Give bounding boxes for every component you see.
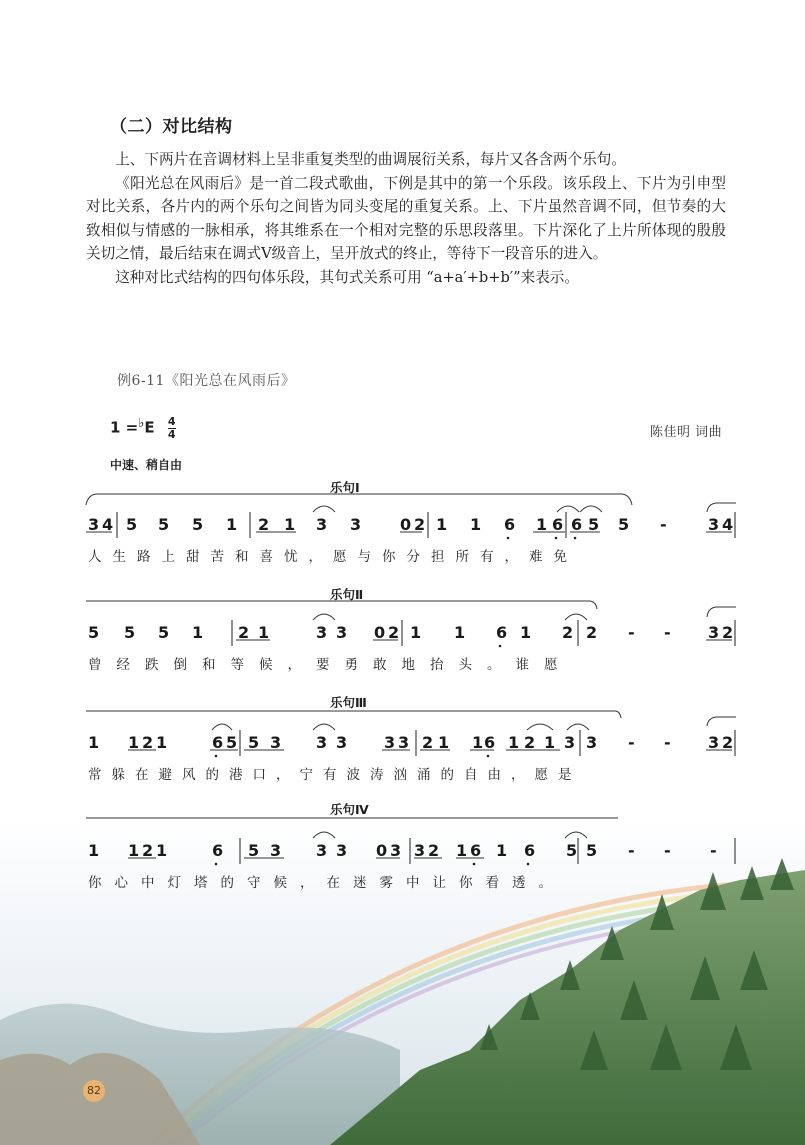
svg-text:1: 1: [128, 733, 140, 752]
svg-text:-: -: [710, 841, 717, 860]
svg-text:-: -: [660, 515, 667, 534]
svg-text:6: 6: [504, 515, 516, 534]
svg-text:1: 1: [536, 515, 548, 534]
svg-text:5: 5: [618, 515, 630, 534]
svg-text:0: 0: [374, 623, 386, 642]
svg-text:2: 2: [258, 515, 270, 534]
section-heading: （二）对比结构: [110, 117, 233, 137]
svg-text:1: 1: [454, 623, 466, 642]
lyric-line-2: 曾经跌倒和等候，要勇敢地抬头。谁愿: [88, 657, 573, 673]
svg-text:2: 2: [414, 515, 426, 534]
svg-text:3: 3: [586, 733, 598, 752]
key-letter: E: [144, 418, 155, 437]
svg-text:5: 5: [248, 841, 260, 860]
phrase-bracket-2: [86, 601, 597, 609]
svg-text:5: 5: [248, 733, 260, 752]
paragraph-1: 上、下两片在音调材料上呈非重复类型的曲调展衍关系，每片又各含两个乐句。: [115, 151, 626, 168]
svg-text:-: -: [664, 623, 671, 642]
svg-text:2: 2: [238, 623, 250, 642]
svg-text:-: -: [664, 841, 671, 860]
svg-text:-: -: [628, 623, 635, 642]
svg-text:2: 2: [428, 841, 440, 860]
paragraph-2: 《阳光总在风雨后》是一首二段式歌曲，下例是其中的第一个乐段。该乐段上、下片为引申型对比关系，各片内的两个乐句之间皆为同头变尾的重复关系。上、下片虽然音调不同，但节奏的大致相似与情感的一脉相承，将其维系在一个相对完整的乐思段落里。下片深化了上片所体现的殷殷关切之情，最后结束在调式Ⅴ级音上，呈开放式的终止，等待下一段音乐的进入。: [86, 174, 726, 263]
lyric-line-4: 你心中灯塔的守候，在迷雾中让你看透。: [88, 875, 565, 891]
phrase-label-4: 乐句Ⅳ: [330, 802, 369, 817]
svg-text:1: 1: [520, 623, 532, 642]
svg-text:6: 6: [524, 841, 536, 860]
svg-text:6: 6: [552, 515, 564, 534]
svg-text:2: 2: [388, 623, 400, 642]
svg-text:0: 0: [376, 841, 388, 860]
svg-text:5: 5: [124, 623, 136, 642]
svg-text:-: -: [628, 733, 635, 752]
svg-text:0: 0: [400, 515, 412, 534]
svg-text:4: 4: [722, 515, 734, 534]
svg-text:1: 1: [470, 515, 482, 534]
notes-row-1: [88, 515, 733, 534]
phrase-label-3: 乐句Ⅲ: [330, 695, 367, 710]
notes-row-4: [88, 841, 717, 860]
svg-text:2: 2: [142, 841, 154, 860]
svg-text:1: 1: [128, 841, 140, 860]
svg-text:1: 1: [156, 733, 168, 752]
svg-text:3: 3: [564, 733, 576, 752]
svg-text:3: 3: [398, 733, 410, 752]
svg-text:3: 3: [350, 515, 362, 534]
page-number: 82: [83, 1080, 105, 1102]
phrase-bracket-3: [86, 711, 621, 718]
composer-credit: 陈佳明 词曲: [650, 425, 723, 440]
lyric-line-3: 常躲在避风的港口，宁有波涛汹涌的自由，愿是: [88, 767, 582, 783]
lyric-line-1: 人生路上甜苦和喜忧，愿与你分担所有，难免: [88, 549, 578, 565]
svg-text:6: 6: [470, 841, 482, 860]
example-caption: 例6-11《阳光总在风雨后》: [117, 373, 296, 389]
svg-text:1: 1: [438, 733, 450, 752]
svg-text:3: 3: [708, 733, 720, 752]
svg-text:2: 2: [142, 733, 154, 752]
svg-text:1: 1: [508, 733, 520, 752]
svg-text:1: 1: [226, 515, 238, 534]
svg-text:2: 2: [722, 733, 734, 752]
svg-text:2: 2: [586, 623, 598, 642]
svg-text:3: 3: [270, 841, 282, 860]
svg-text:5: 5: [226, 733, 238, 752]
svg-text:5: 5: [586, 841, 598, 860]
svg-text:5: 5: [158, 623, 170, 642]
phrase-bracket-1: [86, 494, 632, 505]
svg-text:6: 6: [571, 515, 583, 534]
svg-text:3: 3: [336, 841, 348, 860]
notes-row-2: [88, 623, 733, 642]
tempo-marking: 中速、稍自由: [110, 458, 183, 472]
svg-text:1: 1: [456, 841, 468, 860]
svg-text:6: 6: [484, 733, 496, 752]
svg-text:3: 3: [390, 841, 402, 860]
pickup-bracket-1: [707, 503, 736, 512]
svg-text:3: 3: [414, 841, 426, 860]
svg-text:3: 3: [708, 623, 720, 642]
svg-text:3: 3: [336, 623, 348, 642]
svg-text:2: 2: [562, 623, 574, 642]
paragraph-3: 这种对比式结构的四句体乐段，其句式关系可用 “a+a′+b+b′”来表示。: [115, 268, 579, 286]
svg-text:1: 1: [496, 841, 508, 860]
svg-text:3: 3: [316, 841, 328, 860]
svg-text:3: 3: [336, 733, 348, 752]
svg-text:2: 2: [524, 733, 536, 752]
svg-text:1: 1: [258, 623, 270, 642]
svg-text:5: 5: [588, 515, 600, 534]
svg-text:1: 1: [410, 623, 422, 642]
svg-text:-: -: [628, 841, 635, 860]
svg-text:1: 1: [472, 733, 484, 752]
svg-text:5: 5: [192, 515, 204, 534]
flat-sign: ♭: [138, 415, 145, 431]
svg-text:2: 2: [722, 623, 734, 642]
svg-text:2: 2: [422, 733, 434, 752]
svg-text:3: 3: [316, 733, 328, 752]
octave-dots: [215, 537, 577, 866]
svg-text:3: 3: [316, 623, 328, 642]
svg-text:1: 1: [156, 841, 168, 860]
svg-text:4: 4: [102, 515, 114, 534]
svg-text:-: -: [664, 733, 671, 752]
svg-text:3: 3: [384, 733, 396, 752]
svg-text:3: 3: [316, 515, 328, 534]
svg-text:1: 1: [284, 515, 296, 534]
svg-text:3: 3: [708, 515, 720, 534]
svg-text:1: 1: [88, 841, 100, 860]
svg-text:5: 5: [158, 515, 170, 534]
svg-text:5: 5: [88, 623, 100, 642]
svg-text:6: 6: [496, 623, 508, 642]
notes-row-3: [88, 733, 733, 752]
svg-text:1: 1: [88, 733, 100, 752]
svg-text:1: 1: [436, 515, 448, 534]
time-top: 4: [167, 415, 176, 428]
svg-text:6: 6: [212, 733, 224, 752]
time-bottom: 4: [167, 428, 176, 441]
phrase-label-1: 乐句Ⅰ: [330, 480, 360, 495]
svg-text:5: 5: [126, 515, 138, 534]
key-prefix: 1 =: [110, 418, 139, 437]
phrase-label-2: 乐句Ⅱ: [330, 587, 364, 602]
svg-text:1: 1: [192, 623, 204, 642]
svg-text:3: 3: [270, 733, 282, 752]
svg-text:6: 6: [212, 841, 224, 860]
svg-text:5: 5: [566, 841, 578, 860]
svg-text:1: 1: [544, 733, 556, 752]
svg-text:3: 3: [88, 515, 100, 534]
